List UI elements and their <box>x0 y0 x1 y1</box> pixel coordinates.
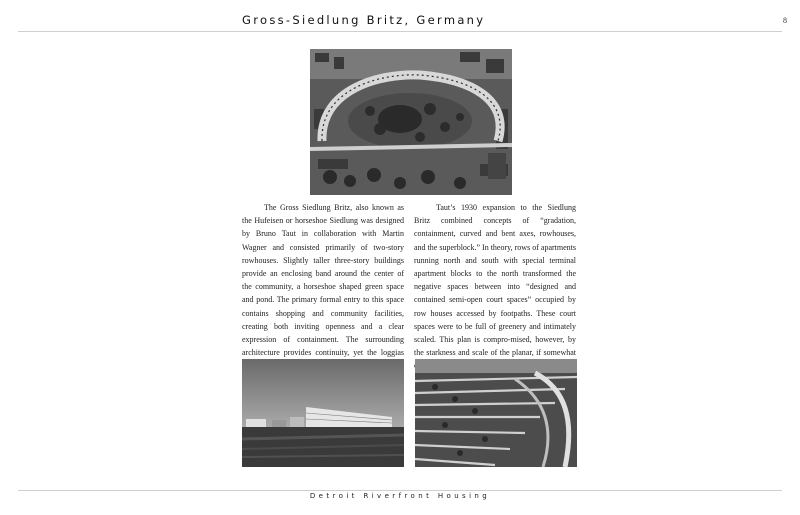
paragraph-britz-intro: The Gross Siedlung Britz, also known as the Hufeisen or horseshoe Siedlung was designed by Bruno Taut in collaboration with Martin Wagner and consisted primarily of two-story rowhouses. Slightly taller three-story buildings provide an enclosing band around the center of the community, a horseshoe shaped green space and pond. The primary formal entry to this space contains shopping and community facilities, creating both inviting openness and a clear expression of containment. The surrounding architecture provides continuity, yet the loggias <box>242 203 404 358</box>
footer-title: Detroit Riverfront Housing <box>309 492 491 500</box>
header-divider <box>18 31 782 32</box>
terrace-building-photo <box>242 359 404 467</box>
footer-divider <box>18 490 782 491</box>
page-title: Gross-Siedlung Britz, Germany <box>242 13 486 27</box>
text-column-right <box>414 201 576 373</box>
aerial-horseshoe-photo <box>310 49 512 195</box>
paragraph-taut-expansion: Taut’s 1930 expansion to the Siedlung Britz combined concepts of “gradation, containment, curved and bent axes, rowhouses, and the superblock.” In theory, rows of apartments running north and south with special terminal apartment blocks to the north transformed the negative spaces between into “designed and contained semi-open court spaces” occupied by row houses accessed by footpaths. These court spaces were to be full of greenery and intimately scaled. This plan is compro-mised, however, by the starkness and scale of the planar, if somewhat <box>414 203 576 358</box>
text-column-left <box>242 201 404 373</box>
aerial-rowhouses-photo <box>415 359 577 467</box>
page-number: 8 <box>783 16 787 25</box>
